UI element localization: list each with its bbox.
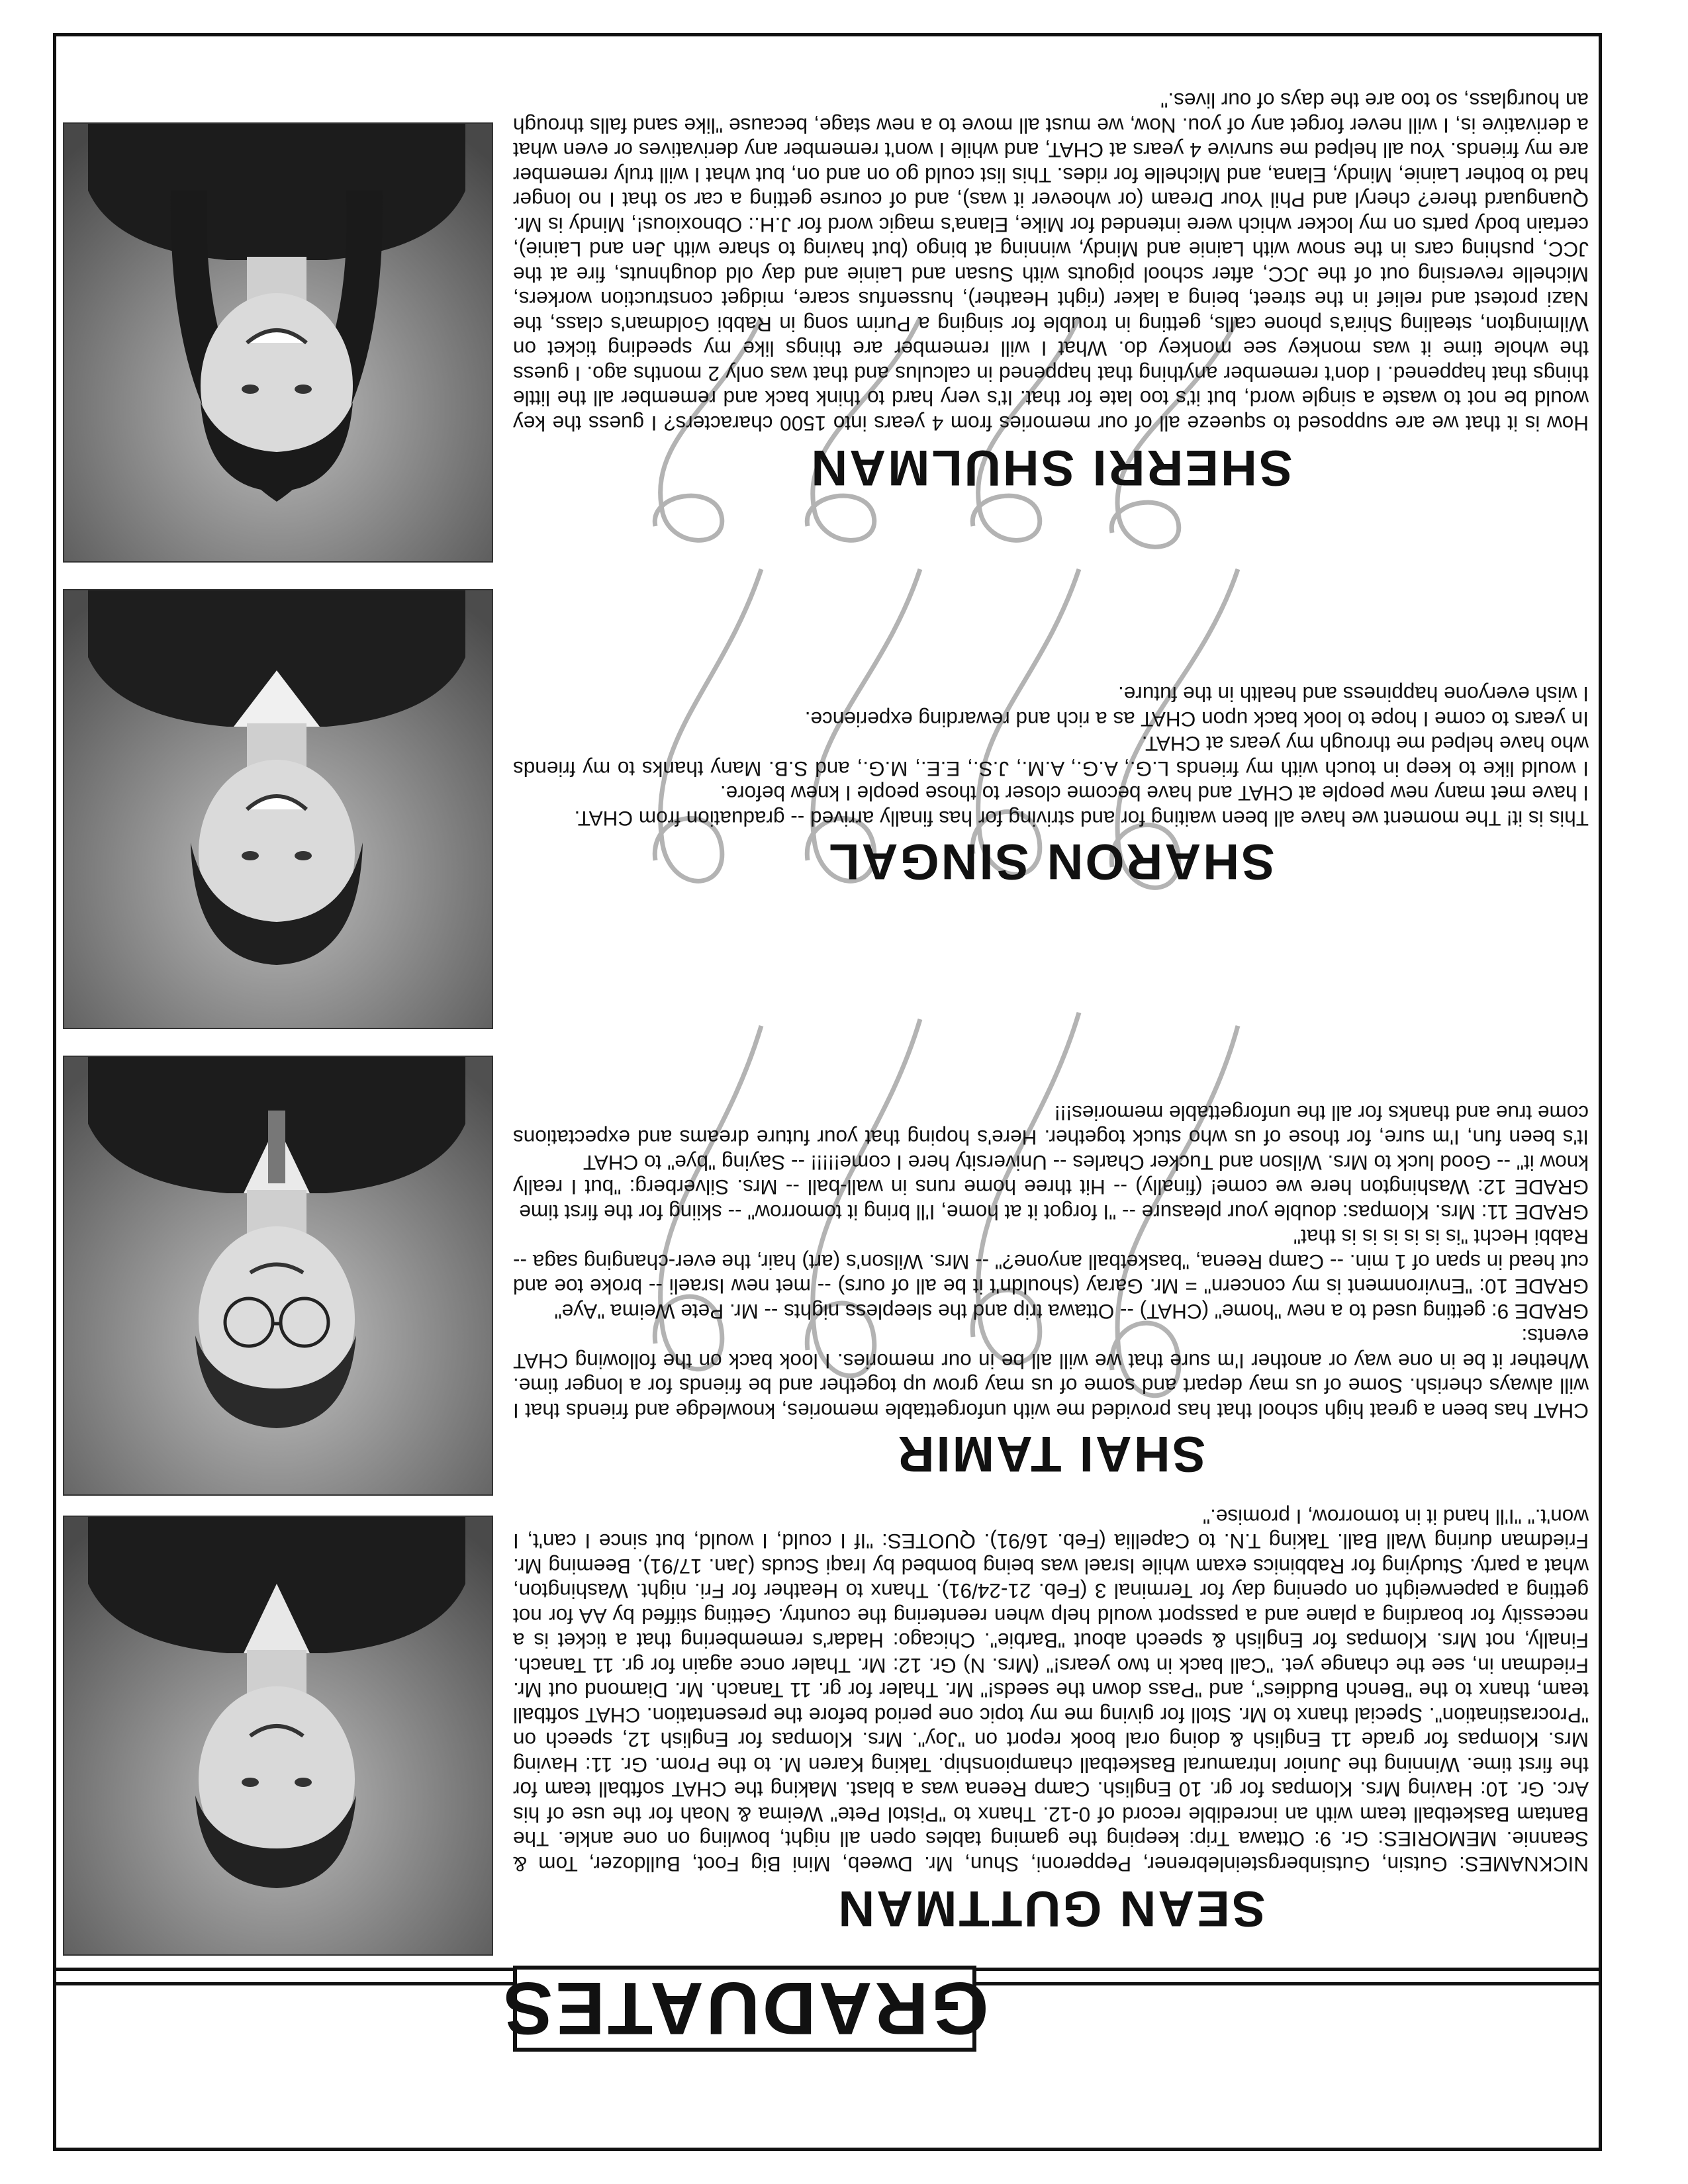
paragraph: GRADE 11: Mrs. Klompas: double your pleasure -- "I forgot it at home, I'll bring it tomorrow" -- skiing for the first time <box>519 1201 1589 1224</box>
portrait-icon <box>63 1516 492 1954</box>
paragraph: It's been fun, I'm sure, for those of us who stuck together. Here's hoping that your future dreams and expectations come true and thanks for all the unforgettable memories!!! <box>513 1101 1589 1150</box>
graduate-entry-2 <box>513 999 1589 1496</box>
portrait-icon <box>63 589 492 1028</box>
graduate-photo-3 <box>63 589 493 1029</box>
section-header <box>500 1966 989 2052</box>
paragraph: This is it! The moment we have all been waiting for and striving for has finally arrived -- graduation from CHAT. <box>574 807 1589 831</box>
graduate-photo-2 <box>63 1056 493 1496</box>
portrait-glasses-icon <box>63 1056 492 1494</box>
graduate-name: SHARON SINGAL <box>827 833 1275 889</box>
graduate-photo-4 <box>63 122 493 563</box>
paragraph: NICKNAMES: Gutsin, Gutsinbergsteinlebrener, Pepperoni, Shun, Mr. Dweeb, Mini Big Foot, Bulldozer, Tom & Seannie. MEMORIES: Gr. 9: Ottawa Trip: keeping the gaming tables open all night, bowling on one ankle. The Bantam Basketball team with an incredible record of 0-12. Thanx to "Pistol Pete" Weima & Noah for the use of his Arc. Gr. 10: Having Mrs. Klompas for gr. 10 English. Camp Reena was a blast. Making the CHAT softball team for the first time. Winning the Junior Intramural Basketball championship. Taking Karen M. to the Prom. Gr. 11: Having Mrs. Klompas for grade 11 English & doing oral book report on "Joy". Mrs. Klompas for English 12, speech on "Procrastination". Special thanx to Mr. Stoll for giving me my topic one period before the presentation. CHAT softball team, thanx to the "Bench Buddies", and "Pass down the seeds!" Mr. Thaler for gr. 11 Tanach. Mr. Diamond out Mr. Friedman in, see the change yet. "Call back in two years!" (Mrs. N) Gr. 12: Mr. Thaler once again for gr. 11 Tanach. Finally, not Mrs. Klompas for English & speech about "Barbie". Chicago: Hadar's remembering that a ticket is a necessity for boarding a plane and a passport would help when reentering the country. Getting stiffed by AA for not getting a paperweight on opening day for Terminal 3 (Feb. 21-24/91). Thanx to Heather for Fri. night. Washington, what a party. Studying for Rabbinics exam while Israel was being bombed by Iraqi Scuds (Jan. 17/91). Beeming Mr. Friedman during Wall Ball. Taking T.N. to Capellia (Feb. 16/91). QUOTES: "If I could, I would, but since I can't, I won't." "I'll hand it in tomorrow, I promise." <box>513 1505 1589 1876</box>
graduate-entry-1 <box>513 1496 1589 1962</box>
graduate-name: SEAN GUTTMAN <box>836 1880 1266 1936</box>
graduate-photo-1 <box>63 1516 493 1956</box>
paragraph: GRADE 12: Washington here we come! (finally) -- Hit three home runs in wall-ball -- Mrs. Silverberg: "but I really know it" -- Good luck to Mrs. Wilson and Tucker Charles -- University here I come!!!!! -- Saying "bye" to CHAT <box>513 1151 1589 1200</box>
graduate-text <box>513 1504 1589 1877</box>
portrait-icon <box>63 122 492 561</box>
graduate-text <box>513 682 1589 831</box>
paragraph: CHAT has been a great high school that has provided me with unforgettable memories, knowledge and friends that I will always cherish. Some of us may depart and some of us may grow up together and be friends for a longer time. Whether it be in one way or another I'm sure that we will all be in our memories. I look back on the following CHAT events: <box>513 1324 1589 1423</box>
graduate-name: SHAI TAMIR <box>896 1426 1206 1482</box>
graduate-text <box>513 1101 1589 1424</box>
graduate-name: SHERRI SHULMAN <box>809 439 1293 496</box>
graduate-text <box>513 88 1589 435</box>
graduate-entry-4 <box>513 46 1589 496</box>
paragraph: How is it that we are supposed to squeeze all of our memories from 4 years into 1500 characters? I guess the key would be not to waste a single word, but it's too late for that. It's very hard to think back and remember all the little things that happened. I don't remember anything that happened in calculus and that was only 2 months ago. I guess the whole time it was monkey see monkey do. What I will remember are things like my speeding ticket on Wilmington, stealing Shira's phone calls, getting in trouble for singing a Purim song in Rabbi Goldman's class, the Nazi protest and relief in the street, being a laker (right Heather), hussenfus scare, midget construction workers, Michelle reversing out of the JCC, after school pigouts with Susan and Lainie and day old doughnuts, fire at the JCC, pushing cars in the snow with Lainie and Mindy, winning at bingo (but having to share with Jen and Lainie), certain body parts on my locker which were intended for Mike, Elana's magic word for J.H.: Obnoxious!, Mindy is Mr. Quanguard there? cheryl and Phil Your Dream (or whoever it was), and of course getting a car so that I no longer had to bother Lainie, Mindy, Elana, and Michelle for rides. This list could go on and on, but what I will truly remember are my friends. You all helped me survive 4 years at CHAT, and while I won't remember any derivatives or even what a derivative is, I will never forget any of you. Now, we must all move to a new stage, because "like sand falls through an hourglass, so too are the days of our lives." <box>513 89 1589 435</box>
paragraph: I have met many new people at CHAT and have become closer to those people I knew before. <box>720 782 1589 806</box>
section-title: GRADUATES <box>500 1967 989 2050</box>
paragraph: I would like to keep in touch with my friends L.G., A.G., A.M., J.S., E.E., M.G., and S.B. Many thanks to my friends who have helped me through my years at CHAT. <box>513 732 1589 781</box>
paragraph: GRADE 9: getting used to a new "home" (CHAT) -- Ottawa trip and the sleepless nights -- Mr. Pete Weima "Aye" <box>554 1300 1589 1324</box>
paragraph: I wish everyone happiness and health in the future. <box>1118 682 1589 707</box>
paragraph: In years to come I hope to look back upon CHAT as a rich and rewarding experience. <box>804 707 1589 731</box>
graduate-entry-3 <box>513 563 1589 907</box>
paragraph: GRADE 10: "Environment is my concern" = Mr. Garay (shouldn't it be all of ours) -- met new Israeli -- broke toe and cut head in span of 1 min. -- Camp Reena, "basketball anyone?" -- Mrs. Wilson's (art) hair, the ever-changing saga -- Rabbi Hecht "is is is is is is that" <box>513 1225 1589 1299</box>
